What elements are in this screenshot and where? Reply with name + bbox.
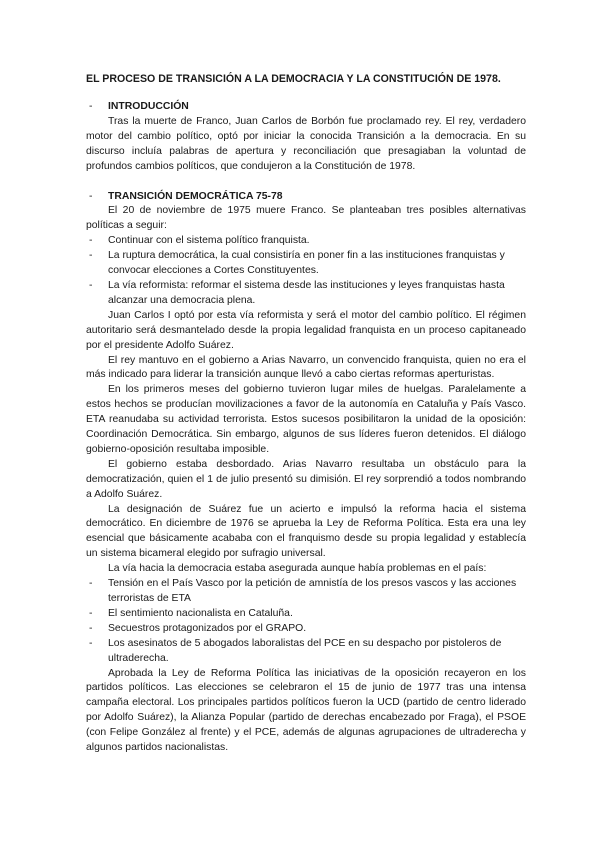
section-heading-text: INTRODUCCIÓN [108,101,189,112]
paragraph: La vía hacia la democracia estaba asegurada aunque había problemas en el país: [108,563,487,575]
list-item [86,279,526,309]
section-heading-text: TRANSICIÓN DEMOCRÁTICA 75-78 [108,190,283,202]
bullet-dash: - [89,637,93,649]
list-item-text: Secuestros protagonizados por el GRAPO. [108,622,307,634]
list-item [86,607,526,622]
bullet-dash: - [89,279,93,291]
bullet-dash: - [89,250,93,262]
section-gap [86,175,526,190]
bullet-dash: - [89,101,93,112]
paragraph: El 20 de noviembre de 1975 muere Franco. Se planteaban tres posibles alternativas políticas a seguir: [86,205,526,232]
paragraph: Juan Carlos I optó por esta vía reformista y será el motor del cambio político. El régimen autoritario será desmantelado desde la propia legalidad franquista en un proceso capitaneado por el presidente Adolfo Suárez. [86,309,526,351]
list-item [86,234,526,249]
paragraph: La designación de Suárez fue un acierto e impulsó la reforma hacia el sistema democrático. En diciembre de 1976 se aprueba la Ley de Reforma Política. Esta era una ley esencial que básicamente acababa con el franquismo desde su propia legalidad y establecía un sistema bicameral elegido por sufragio universal. [86,503,526,560]
list-item-text: La vía reformista: reformar el sistema desde las instituciones y leyes franquistas hasta alcanzar una democracia plena. [108,279,505,306]
bullet-dash: - [89,578,93,590]
paragraph: Aprobada la Ley de Reforma Política las iniciativas de la oposición recayeron en los partidos políticos. Las elecciones se celebraron el 15 de junio de 1977 tras una intensa campaña electoral. Los principales partidos políticos fueron la UCD (partido de centro liderado por Adolfo Suárez), la Alianza Popular (partido de derechas encabezado por Fraga), el PSOE (con Felipe González al frente) y el PCE, además de algunas agrupaciones de ultraderecha y algunos partidos nacionalistas. [86,667,526,754]
paragraph: En los primeros meses del gobierno tuvieron lugar miles de huelgas. Paralelamente a estos hechos se producían movilizaciones a favor de la autonomía en Cataluña y País Vasco. ETA reanudaba su actividad terrorista. Estos sucesos posibilitaron la unidad de la oposición: Coordinación Democrática. Sin embargo, algunos de sus líderes fueron detenidos. El diálogo gobierno-oposición resultaba imposible. [86,384,526,455]
list-item-text: La ruptura democrática, la cual consistiría en poner fin a las instituciones franquistas y convocar elecciones a Cortes Constituyentes. [108,250,505,277]
list-item-text: El sentimiento nacionalista en Cataluña. [108,607,293,619]
bullet-dash: - [89,622,93,634]
list-item [86,249,526,279]
list-item [86,622,526,637]
document-title: EL PROCESO DE TRANSICIÓN A LA DEMOCRACIA Y LA CONSTITUCIÓN DE 1978. [86,73,501,85]
bullet-dash: - [89,235,93,247]
paragraph: El gobierno estaba desbordado. Arias Navarro resultaba un obstáculo para la democratización, quien el 1 de julio presentó su dimisión. El rey sorprendió a todos nombrando a Adolfo Suárez. [86,458,526,500]
bullet-dash: - [89,190,93,202]
list-item [86,577,526,607]
paragraph: Tras la muerte de Franco, Juan Carlos de Borbón fue proclamado rey. El rey, verdadero motor del cambio político, optó por iniciar la conocida Transición a la democracia. En su discurso incluía palabras de apertura y reconciliación que presagiaban la voluntad de profundos cambios políticos, que condujeron a la Constitución de 1978. [86,115,526,172]
list-item-text: Continuar con el sistema político franquista. [108,235,310,247]
list-item [86,637,526,667]
paragraph: El rey mantuvo en el gobierno a Arias Navarro, un convencido franquista, quien no era el más indicado para liderar la transición aunque llevó a cabo ciertas reformas aperturistas. [86,354,526,381]
list-item-text: Tensión en el País Vasco por la petición de amnistía de los presos vascos y las acciones terroristas de ETA [108,578,517,604]
bullet-dash: - [89,607,93,619]
section-heading [86,190,526,205]
list-item-text: Los asesinatos de 5 abogados laboralistas del PCE en su despacho por pistoleros de ultraderecha. [108,637,502,664]
document-body [86,100,526,756]
section-heading [86,100,526,115]
